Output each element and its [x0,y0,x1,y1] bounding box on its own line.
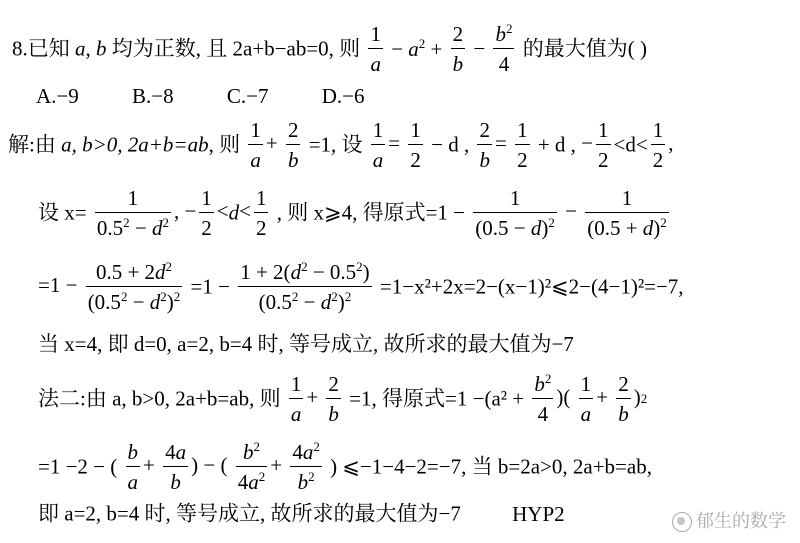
frac: $\frac{0.5 + 2d^2}{(0.5^2 - d^2)^2}$ [87,259,181,315]
source-tag: HYP2 [512,501,565,526]
frac-1-over-a: $\frac{1}{a}$ [370,22,381,77]
watermark-text: 郁生的数学 [696,511,786,532]
var-b: b [96,36,107,61]
minus-sign: − [473,36,486,61]
solution-condition: a, b>0, 2a+b=ab [61,132,209,157]
then-text: , 则 [208,132,241,157]
problem-number: 8.已知 [12,36,75,61]
frac: $\frac{1}{(0.5 + d)^2}$ [587,186,667,241]
method-two-start: 法二:由 a, b>0, 2a+b=ab, 则 [38,386,281,411]
then-text-2: , 则 x⩾4, 得原式=1 − [276,200,466,225]
option-a: A.−9 [36,83,79,108]
line7-start: =1 −2 − ( [38,454,118,479]
method-two-line-3 [38,502,565,525]
frac: $\frac{1}{a}$ [250,118,261,173]
frac: $\frac{2}{b}$ [479,118,490,173]
option-b: B.−8 [132,83,174,108]
solution-label: 解:由 [8,132,62,157]
frac: $\frac{4a}{b}$ [165,440,187,495]
problem-statement [12,22,647,76]
frac: $\frac{1}{2}$ [598,118,609,173]
option-c: C.−7 [226,83,269,108]
frac-2-over-b: $\frac{2}{b}$ [452,22,464,77]
intro-text: 均为正数, 且 [106,36,233,61]
options-row [36,84,413,107]
frac: $\frac{1}{2}$ [255,186,267,241]
equals-one-minus: =1 − [190,274,230,299]
comma: , [85,36,96,61]
solution-line-2: 设 x= $\frac{1}{0.5^2 - d^2}$ , − $\frac{1}{2}$ <d< $\frac{1}{2}$ , 则 x⩾4, 得原式=1 − $\frac{1}{(0.5 - d)^2}$ − $\frac{1}{(0.5 + d)^2}$ [38,186,667,241]
var-a: a [75,36,86,61]
frac: $\frac{4a^2}{b^2}$ [292,439,320,495]
watermark [672,507,786,533]
frac: $\frac{1}{2}$ [410,118,421,173]
conclusion: 即 a=2, b=4 时, 等号成立, 故所求的最大值为−7 [38,501,461,526]
solution-line-3: =1 − $\frac{0.5 + 2d^2}{(0.5^2 - d^2)^2}$ =1 − $\frac{1 + 2(d^2 - 0.5^2)}{(0.5^2 - d^2)^2}$ =1−x²+2x=2−(x−1)²⩽2−(4−1)²=−7, [38,259,684,315]
frac: $\frac{1}{2}$ [201,186,212,241]
method-two-mid: =1, 得原式=1 −(a² + [349,386,525,411]
frac: $\frac{1}{a}$ [372,118,384,173]
frac: $\frac{2}{b}$ [618,372,629,427]
frac-x-def: $\frac{1}{0.5^2 - d^2}$ [96,186,169,241]
line7-end: ) ⩽−1−4−2=−7, 当 b=2a>0, 2a+b=ab, [330,454,652,479]
minus-a-squared: − $a^2$ + [391,35,443,61]
wechat-icon [672,512,692,532]
method-two-line-2: =1 −2 − ( $\frac{b}{a}$ + $\frac{4a}{b}$ ) − ( $\frac{b^2}{4a^2}$ + $\frac{4a^2}{b^2}$ ) ⩽−1−4−2=−7, 当 b=2a>0, 2a+b=ab, [38,439,652,495]
plus-d: + d , [537,132,576,157]
frac: $\frac{2}{b}$ [328,372,339,427]
range: <d< [613,132,648,157]
frac: $\frac{b^2}{4}$ [534,371,552,427]
frac: $\frac{b^2}{4a^2}$ [237,439,266,495]
frac: $\frac{1}{2}$ [517,118,528,173]
frac: $\frac{1}{(0.5 - d)^2}$ [475,186,555,241]
equals-one: =1, 设 [308,132,363,157]
frac: $\frac{1 + 2(d^2 - 0.5^2)}{(0.5^2 - d^2)^2}$ [240,259,370,315]
question-tail: 的最大值为( ) [522,36,647,61]
frac: $\frac{b}{a}$ [127,440,139,495]
condition-a: 2a+b [232,36,275,61]
solution-line-1: 解:由 a, b>0, 2a+b=ab, 则 $\frac{1}{a}$ + $\frac{2}{b}$ =1, 设 $\frac{1}{a}$ = $\frac{1}{2}$ − d , $\frac{2}{b}$ = $\frac{1}{2}$ + d , − $\frac{1}{2}$ <d< $\frac{1}{2}$ , [8,118,674,173]
condition-b: −ab=0, 则 [274,36,361,61]
option-d: D.−6 [321,83,365,108]
frac: $\frac{1}{2}$ [652,118,664,173]
set-x: 设 x= [38,200,87,225]
solution-line-4: 当 x=4, 即 d=0, a=2, b=4 时, 等号成立, 故所求的最大值为−7 [38,332,574,356]
minus-d: − d , [431,132,470,157]
frac: $\frac{1}{a}$ [580,372,592,427]
method-two-line-1: 法二:由 a, b>0, 2a+b=ab, 则 $\frac{1}{a}$ + $\frac{2}{b}$ =1, 得原式=1 −(a² + $\frac{b^2}{4}$ )( $\frac{1}{a}$ + $\frac{2}{b}$ )2 [38,371,648,427]
frac: $\frac{2}{b}$ [287,118,299,173]
frac: $\frac{1}{a}$ [290,372,302,427]
frac-b2-over-4: $\frac{b^2}{4}$ [495,21,513,77]
line-end: =1−x²+2x=2−(x−1)²⩽2−(4−1)²=−7, [379,274,684,299]
